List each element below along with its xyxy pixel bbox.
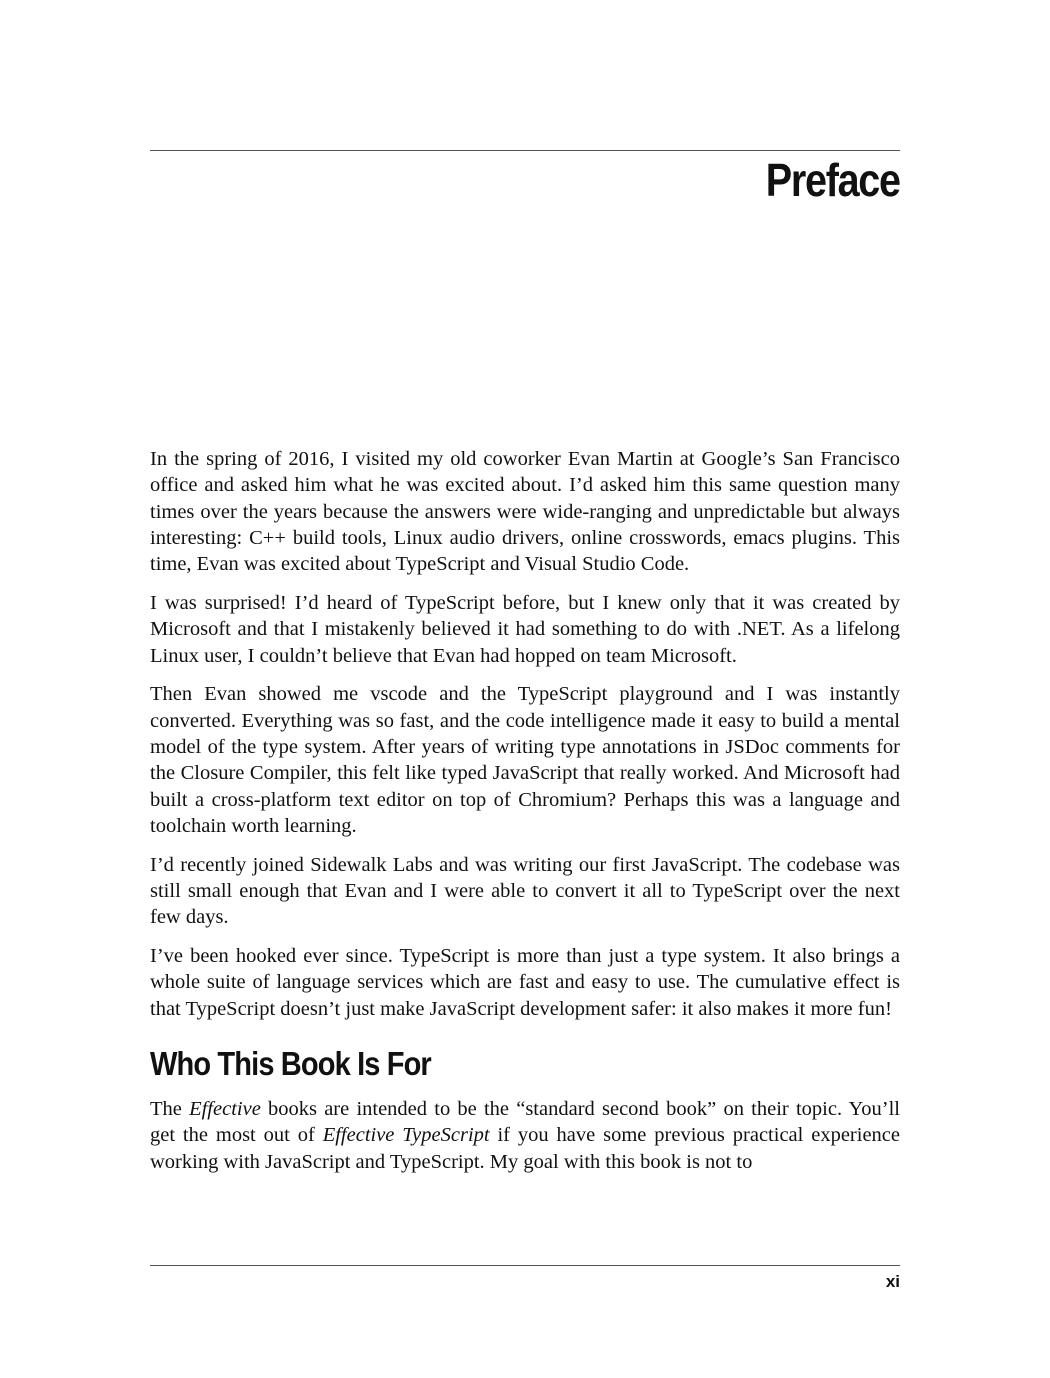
- body-text: [150, 446, 900, 1187]
- paragraph: I was surprised! I’d heard of TypeScript before, but I knew only that it was created by Microsoft and that I mistakenly believed it had something to do with .NET. As a lifelong Linux user, I couldn’t believe that Evan had hopped on team Microsoft.: [150, 591, 900, 667]
- text-run: if you have some previous practical experience working with JavaScript and TypeScript. My goal with this book is not to: [150, 1124, 901, 1173]
- paragraph: In the spring of 2016, I visited my old coworker Evan Martin at Google’s San Francisco office and asked him what he was excited about. I’d asked him this same question many times over the years because the answers were wide-ranging and unpredictable but always interesting: C++ build tools, Linux audio drivers, online crosswords, emacs plugins. This time, Evan was excited about TypeScript and Visual Studio Code.: [150, 448, 900, 576]
- header-rule: [150, 150, 900, 151]
- section-title: Who This Book Is For: [150, 1044, 431, 1082]
- page-number: xi: [885, 1272, 900, 1291]
- chapter-title: Preface: [766, 154, 900, 206]
- footer-rule: [150, 1265, 900, 1266]
- section-paragraph: [150, 1096, 900, 1175]
- paragraph: I’d recently joined Sidewalk Labs and was writing our first JavaScript. The codebase was still small enough that Evan and I were able to convert it all to TypeScript over the next few days.: [150, 853, 900, 929]
- text-run: The: [150, 1097, 190, 1120]
- book-series-name: Effective: [189, 1097, 261, 1120]
- text-run: books are intended to be the “standard second book” on their topic. You’ll get the most out of: [150, 1097, 900, 1147]
- paragraph: I’ve been hooked ever since. TypeScript is more than just a type system. It also brings a whole suite of language services which are fast and easy to use. The cumulative effect is that TypeScript doesn’t just make JavaScript development safer: it also makes it more fun!: [150, 945, 900, 1020]
- paragraph: Then Evan showed me vscode and the TypeScript playground and I was instantly converted. Everything was so fast, and the code intelligence made it easy to build a mental model of the type system. After years of writing type annotations in JSDoc comments for the Closure Compiler, this felt like typed JavaScript that really worked. And Microsoft had built a cross-platform text editor on top of Chromium? Perhaps this was a language and toolchain worth learning.: [150, 683, 900, 837]
- book-title: Effective TypeScript: [322, 1124, 490, 1147]
